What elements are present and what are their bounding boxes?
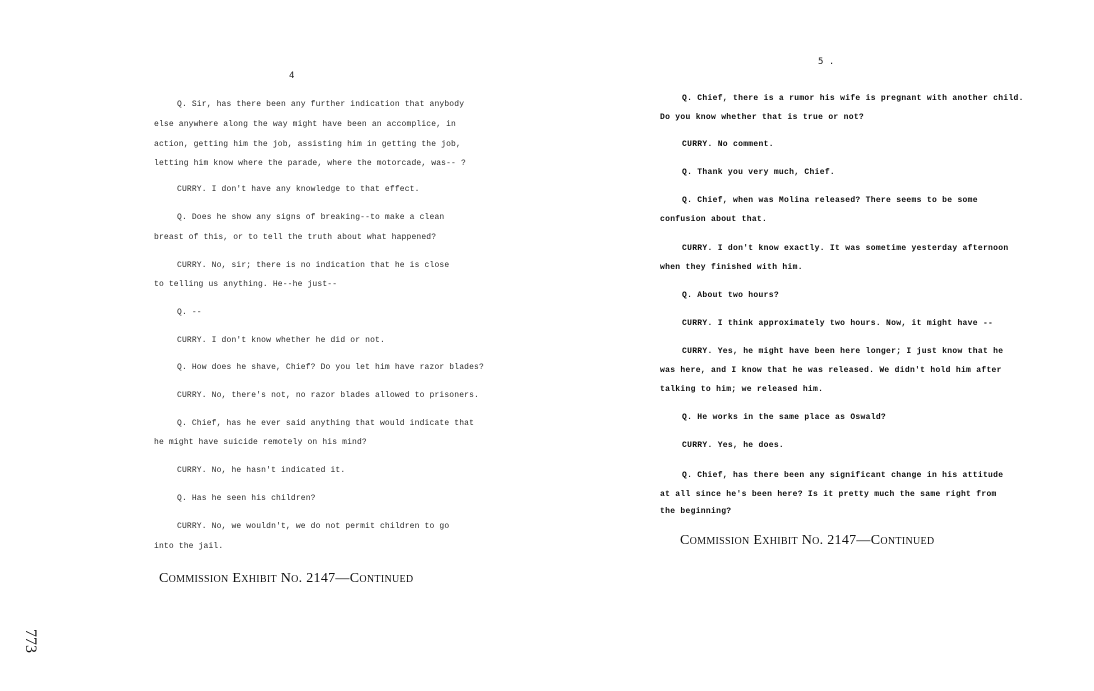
transcript-line: CURRY. I don't have any knowledge to that effect.: [177, 185, 420, 194]
exhibit-caption: Commission Exhibit No. 2147—Continued: [159, 571, 414, 586]
transcript-line: Q. Thank you very much, Chief.: [682, 168, 836, 177]
transcript-line: to telling us anything. He--he just--: [154, 280, 338, 289]
transcript-line: CURRY. Yes, he might have been here longer; I just know that he: [682, 347, 1004, 356]
transcript-line: CURRY. I think approximately two hours. Now, it might have --: [682, 319, 994, 328]
exhibit-caption: Commission Exhibit No. 2147—Continued: [680, 533, 935, 548]
transcript-line: breast of this, or to tell the truth about what happened?: [154, 233, 437, 242]
transcript-line: Q. Chief, when was Molina released? There seems to be some: [682, 196, 978, 205]
transcript-line: action, getting him the job, assisting him in getting the job,: [154, 140, 461, 149]
transcript-line: when they finished with him.: [660, 263, 803, 272]
page-number: 5 .: [818, 57, 835, 67]
transcript-line: was here, and I know that he was released. We didn't hold him after: [660, 366, 1002, 375]
margin-page-number: 773: [22, 629, 39, 653]
transcript-line: CURRY. No, sir; there is no indication that he is close: [177, 261, 450, 270]
transcript-line: Q. About two hours?: [682, 291, 779, 300]
transcript-line: CURRY. Yes, he does.: [682, 441, 785, 450]
transcript-line: CURRY. No, there's not, no razor blades allowed to prisoners.: [177, 391, 479, 400]
transcript-line: Q. Chief, has there been any significant change in his attitude: [682, 471, 1004, 480]
page-number: 4: [289, 71, 295, 81]
transcript-line: letting him know where the parade, where the motorcade, was-- ?: [154, 159, 466, 168]
transcript-line: CURRY. No, we wouldn't, we do not permit children to go: [177, 522, 450, 531]
right-transcript-page: [547, 0, 1094, 691]
transcript-line: confusion about that.: [660, 215, 768, 224]
transcript-line: CURRY. No comment.: [682, 140, 774, 149]
transcript-line: CURRY. I don't know exactly. It was sometime yesterday afternoon: [682, 244, 1009, 253]
transcript-line: Q. --: [177, 308, 202, 317]
transcript-line: the beginning?: [660, 507, 732, 516]
transcript-line: Q. Chief, there is a rumor his wife is pregnant with another child.: [682, 94, 1024, 103]
transcript-line: Q. He works in the same place as Oswald?: [682, 413, 887, 422]
transcript-line: talking to him; we released him.: [660, 385, 824, 394]
transcript-line: into the jail.: [154, 542, 224, 551]
transcript-line: Q. Sir, has there been any further indication that anybody: [177, 100, 465, 109]
transcript-line: Q. Does he show any signs of breaking--to make a clean: [177, 213, 445, 222]
transcript-line: he might have suicide remotely on his mind?: [154, 438, 367, 447]
transcript-line: at all since he's been here? Is it pretty much the same right from: [660, 490, 997, 499]
transcript-line: CURRY. I don't know whether he did or not.: [177, 336, 385, 345]
transcript-line: CURRY. No, he hasn't indicated it.: [177, 466, 346, 475]
transcript-line: Q. Chief, has he ever said anything that would indicate that: [177, 419, 475, 428]
transcript-line: Q. How does he shave, Chief? Do you let him have razor blades?: [177, 363, 484, 372]
transcript-line: Q. Has he seen his children?: [177, 494, 316, 503]
transcript-line: Do you know whether that is true or not?: [660, 113, 865, 122]
transcript-line: else anywhere along the way might have been an accomplice, in: [154, 120, 456, 129]
